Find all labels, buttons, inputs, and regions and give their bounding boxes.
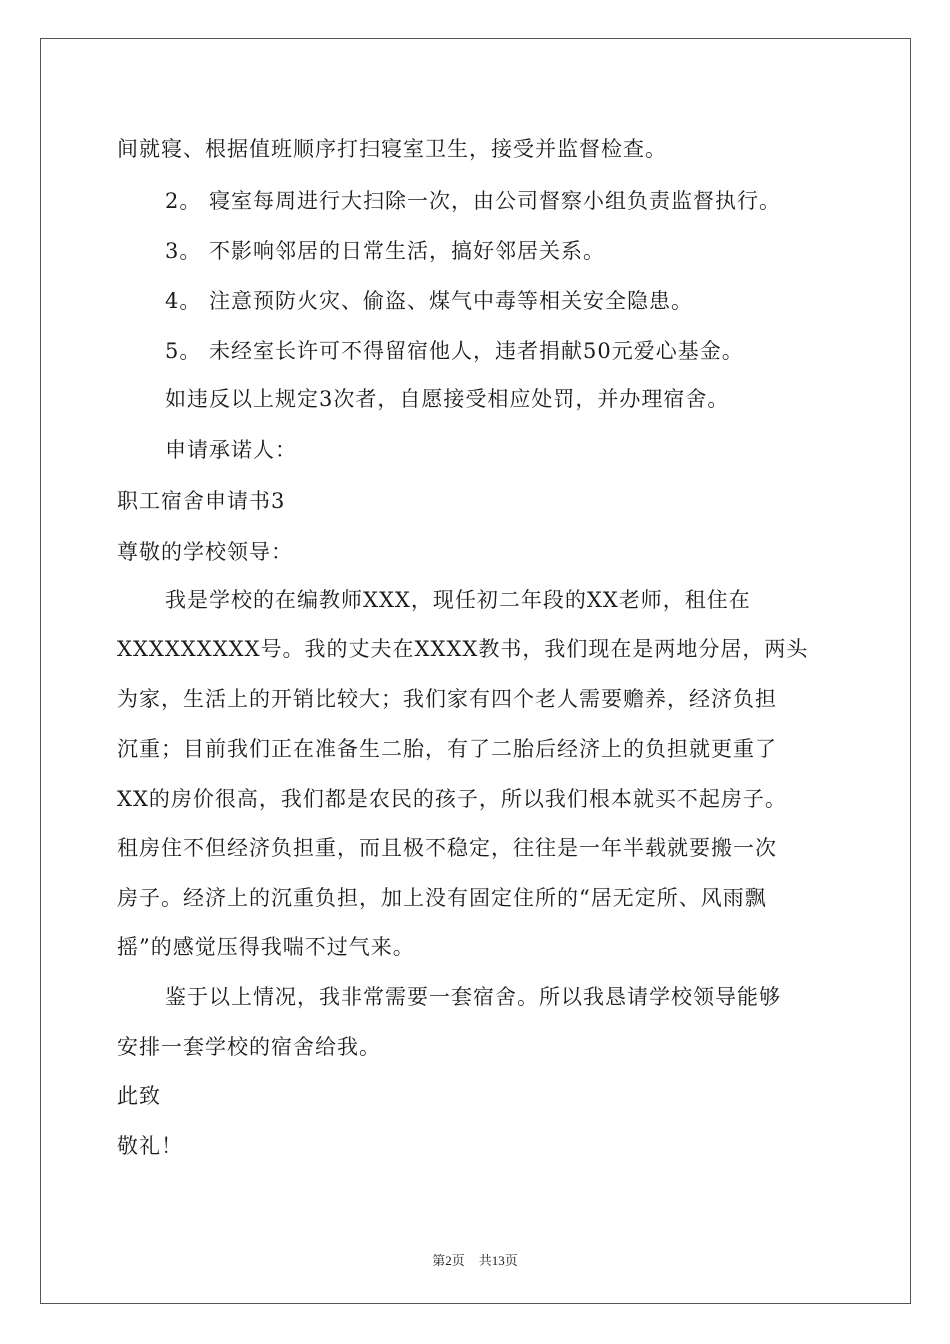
salutation: 尊敬的学校领导： [117,540,293,564]
body-line: 沉重；目前我们正在准备生二胎，有了二胎后经济上的负担就更重了 [117,737,777,761]
section-title: 职工宿舍申请书3 [117,489,286,513]
body-line: 为家，生活上的开销比较大；我们家有四个老人需要赡养，经济负担 [117,687,777,711]
body-line: 我是学校的在编教师XXX，现任初二年段的XX老师，租住在 [165,588,751,612]
text-line: 间就寝、根据值班顺序打扫寝室卫生，接受并监督检查。 [117,137,667,161]
body-line: 租房住不但经济负担重，而且极不稳定，往往是一年半载就要搬一次 [117,836,777,860]
body-line: 房子。经济上的沉重负担，加上没有固定住所的“居无定所、风雨飘 [117,886,767,910]
closing-phrase: 此致 [117,1084,161,1108]
body-line: XX的房价很高，我们都是农民的孩子，所以我们根本就买不起房子。 [117,787,787,811]
page-total: 共13页 [478,1253,518,1268]
rule-item-4: 4。 注意预防火灾、偷盗、煤气中毒等相关安全隐患。 [165,289,694,313]
page-number: 第2页 [432,1253,465,1268]
rule-item-2: 2。 寝室每周进行大扫除一次，由公司督察小组负责监督执行。 [165,189,782,213]
body-line: XXXXXXXXX号。我的丈夫在XXXX教书，我们现在是两地分居，两头 [117,637,809,661]
violation-clause: 如违反以上规定3次者，自愿接受相应处罚，并办理宿舍。 [165,387,730,411]
rule-item-3: 3。 不影响邻居的日常生活，搞好邻居关系。 [165,239,606,263]
page-border [40,38,911,1304]
applicant-signature-label: 申请承诺人： [165,438,297,462]
body-line: 安排一套学校的宿舍给我。 [117,1035,381,1059]
body-line: 鉴于以上情况，我非常需要一套宿舍。所以我恳请学校领导能够 [165,985,781,1009]
page-footer [0,1250,950,1269]
rule-item-5: 5。 未经室长许可不得留宿他人，违者捐献50元爱心基金。 [165,339,744,363]
body-line: 摇”的感觉压得我喘不过气来。 [117,935,415,959]
closing-salute: 敬礼！ [117,1134,183,1158]
